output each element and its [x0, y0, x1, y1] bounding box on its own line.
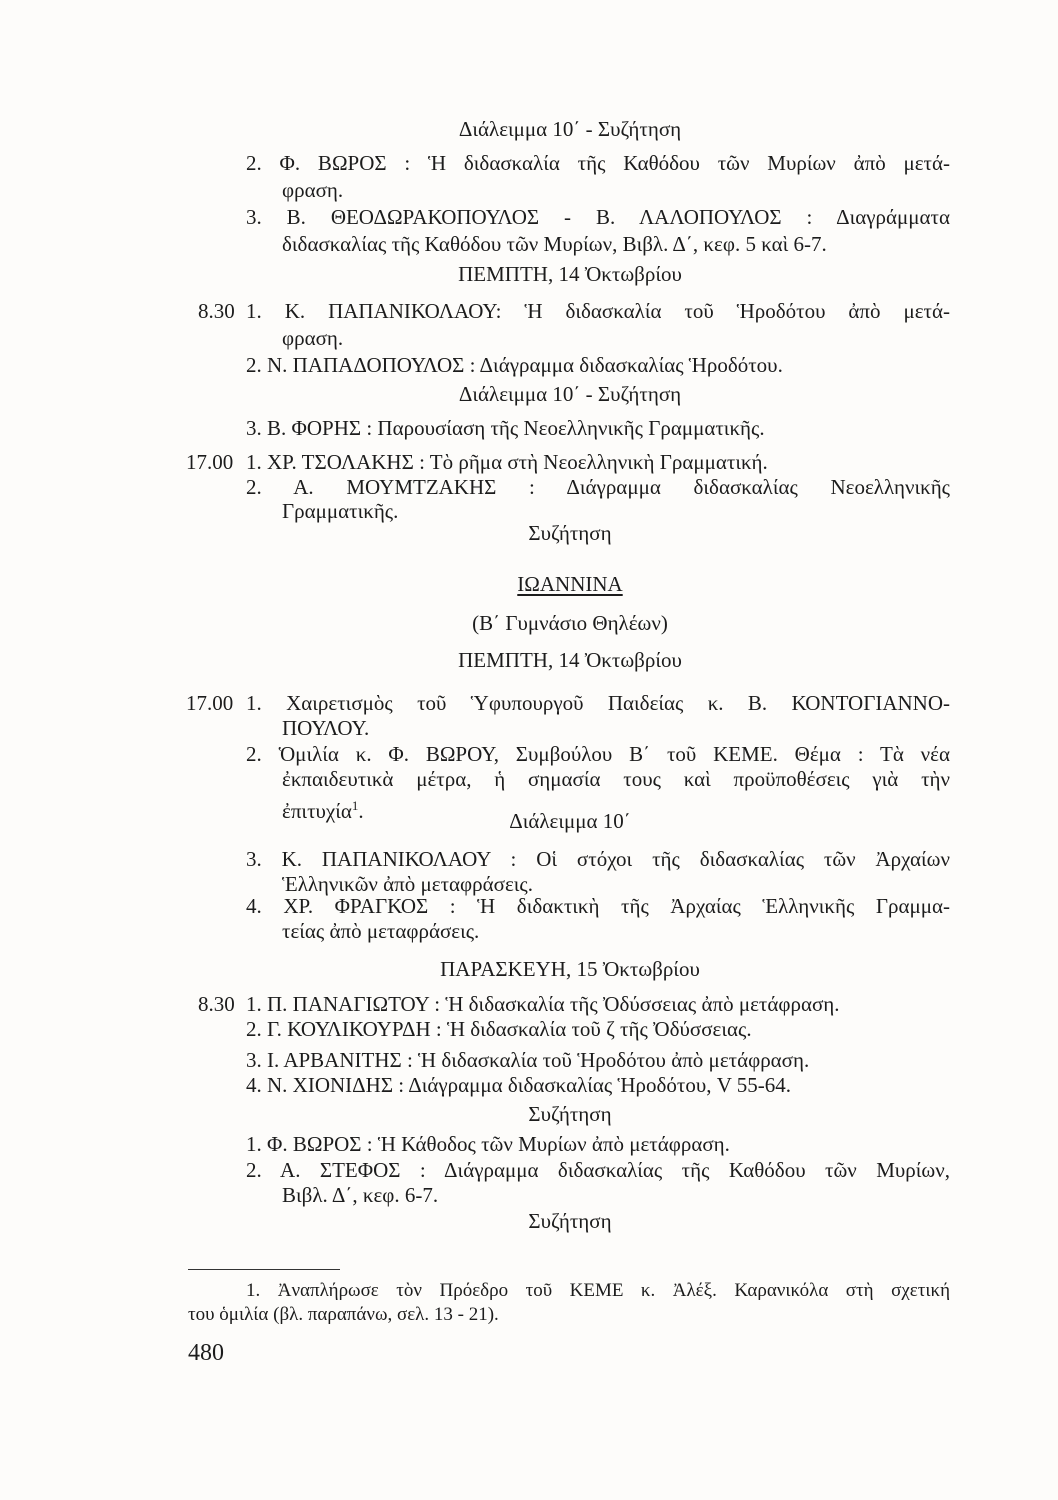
footnote-text: 1. Ἀναπλήρωσε τὸν Πρόεδρο τοῦ ΚΕΜΕ κ. Ἀλέξ. Καρανικόλα στὴ σχετική [246, 1280, 950, 1301]
session-time: 8.30 [198, 992, 235, 1016]
session-time: 17.00 [186, 691, 234, 715]
break-heading: Διάλειμμα 10΄ - Συζήτηση [458, 117, 682, 141]
program-item: 1. Χαιρετισμὸς τοῦ Ὑφυπουργοῦ Παιδείας κ. Β. ΚΟΝΤΟΓΙΑΝΝΟ- [246, 691, 950, 715]
day-heading: ΠΕΜΠΤΗ, 14 Ὀκτωβρίου [458, 648, 682, 672]
venue-heading: (Β΄ Γυμνάσιο Θηλέων) [472, 611, 668, 635]
program-item: 2. Ν. ΠΑΠΑΔΟΠΟΥΛΟΣ : Διάγραμμα διδασκαλίας Ἡροδότου. [246, 353, 783, 377]
program-item-continued: φραση. [282, 326, 344, 350]
program-item: 3. Β. ΦΟΡΗΣ : Παρουσίαση τῆς Νεοελληνικῆς Γραμματικῆς. [246, 416, 765, 440]
discussion-heading: Συζήτηση [528, 1209, 612, 1233]
program-item: 3. Β. ΘΕΟΔΩΡΑΚΟΠΟΥΛΟΣ - Β. ΛΑΛΟΠΟΥΛΟΣ : Διαγράμματα [246, 205, 950, 229]
break-heading: Διάλειμμα 10΄ - Συζήτηση [458, 382, 682, 406]
program-item: 2. Ὁμιλία κ. Φ. ΒΩΡΟΥ, Συμβούλου Β΄ τοῦ ΚΕΜΕ. Θέμα : Τὰ νέα [246, 742, 950, 766]
session-time: 17.00 [186, 450, 234, 474]
program-item: 1. ΧΡ. ΤΣΟΛΑΚΗΣ : Τὸ ρῆμα στὴ Νεοελληνικὴ Γραμματική. [246, 450, 768, 474]
program-item: 1. Φ. ΒΩΡΟΣ : Ἡ Κάθοδος τῶν Μυρίων ἀπὸ μετάφραση. [246, 1132, 730, 1156]
page-number: 480 [188, 1340, 224, 1366]
session-time: 8.30 [198, 299, 235, 323]
program-item-continued: τείας ἀπὸ μεταφράσεις. [282, 919, 480, 943]
program-item: 1. Κ. ΠΑΠΑΝΙΚΟΛΑΟΥ: Ἡ διδασκαλία τοῦ Ἡροδότου ἀπὸ μετά- [246, 299, 950, 323]
program-item-continued: Γραμματικῆς. [282, 499, 399, 523]
program-item-continued: ἐκπαιδευτικὰ μέτρα, ἡ σημασία τους καὶ προϋποθέσεις γιὰ τὴν [282, 767, 950, 791]
footnote-text-continued: του ὁμιλία (βλ. παραπάνω, σελ. 13 - 21). [188, 1304, 499, 1325]
day-heading: ΠΕΜΠΤΗ, 14 Ὀκτωβρίου [458, 262, 682, 286]
item-text: ἐπιτυχία [282, 799, 352, 823]
program-item: 3. Ι. ΑΡΒΑΝΙΤΗΣ : Ἡ διδασκαλία τοῦ Ἡροδότου ἀπὸ μετάφραση. [246, 1048, 810, 1072]
program-item-continued: ΠΟΥΛΟΥ. [282, 716, 370, 740]
program-item: 3. Κ. ΠΑΠΑΝΙΚΟΛΑΟΥ : Οἱ στόχοι τῆς διδασκαλίας τῶν Ἀρχαίων [246, 847, 950, 871]
program-item-continued: φραση. [282, 178, 344, 202]
program-item: 2. Γ. ΚΟΥΛΙΚΟΥΡΔΗ : Ἡ διδασκαλία τοῦ ζ τῆς Ὀδύσσειας. [246, 1017, 752, 1041]
program-item: 4. Ν. ΧΙΟΝΙΔΗΣ : Διάγραμμα διδασκαλίας Ἡροδότου, V 55-64. [246, 1073, 792, 1097]
footnote-divider [188, 1269, 340, 1270]
program-item-continued: Ἑλληνικῶν ἀπὸ μεταφράσεις. [282, 872, 533, 896]
break-heading: Διάλειμμα 10΄ [509, 809, 631, 833]
program-item-continued: διδασκαλίας τῆς Καθόδου τῶν Μυρίων, Βιβλ. Δ΄, κεφ. 5 καὶ 6-7. [282, 232, 827, 256]
footnote-marker: 1 [351, 798, 359, 813]
program-item-continued: Βιβλ. Δ΄, κεφ. 6-7. [282, 1183, 439, 1207]
item-text-end: . [358, 799, 364, 823]
program-item: 4. ΧΡ. ΦΡΑΓΚΟΣ : Ἡ διδακτικὴ τῆς Ἀρχαίας Ἑλληνικῆς Γραμμα- [246, 894, 950, 918]
program-item: 2. Α. ΣΤΕΦΟΣ : Διάγραμμα διδασκαλίας τῆς Καθόδου τῶν Μυρίων, [246, 1158, 950, 1182]
program-item: 2. Α. ΜΟΥΜΤΖΑΚΗΣ : Διάγραμμα διδασκαλίας Νεοελληνικῆς [246, 475, 950, 499]
day-heading: ΠΑΡΑΣΚΕΥΗ, 15 Ὀκτωβρίου [440, 957, 700, 981]
city-heading: ΙΩΑΝΝΙΝΑ [517, 572, 623, 596]
discussion-heading: Συζήτηση [528, 521, 612, 545]
discussion-heading: Συζήτηση [528, 1102, 612, 1126]
program-item: 2. Φ. ΒΩΡΟΣ : Ἡ διδασκαλία τῆς Καθόδου τῶν Μυρίων ἀπὸ μετά- [246, 151, 950, 175]
program-item: 1. Π. ΠΑΝΑΓΙΩΤΟΥ : Ἡ διδασκαλία τῆς Ὀδύσσειας ἀπὸ μετάφραση. [246, 992, 840, 1016]
